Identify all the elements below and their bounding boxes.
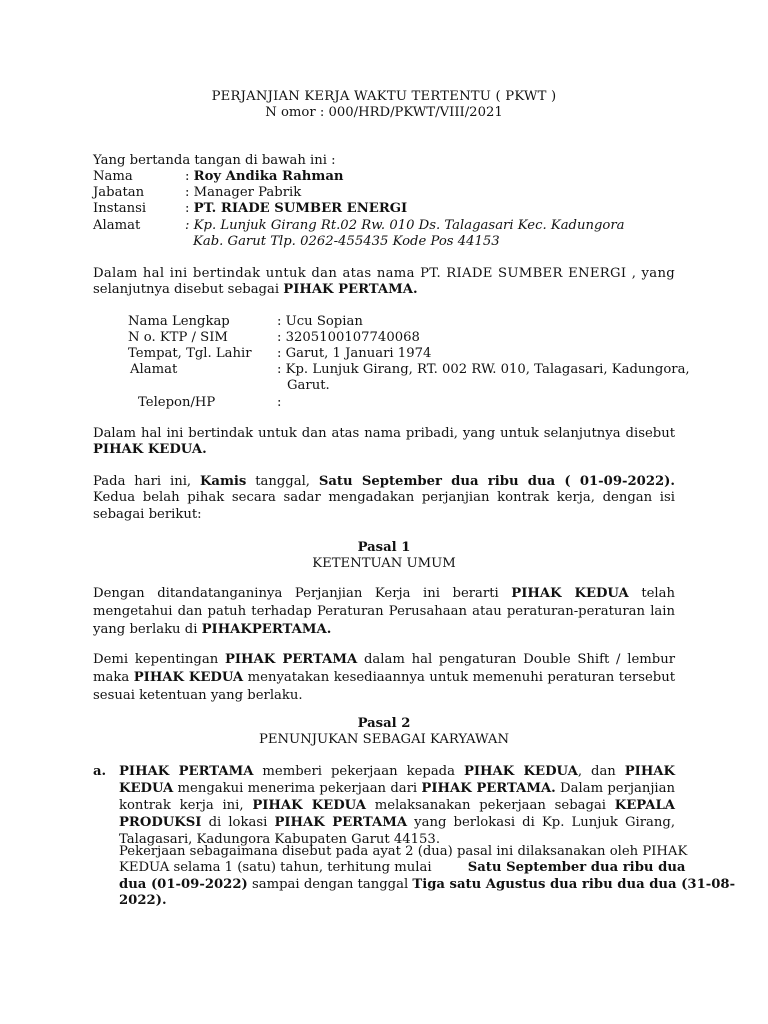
party1-position: : Manager Pabrik [185,185,302,200]
party1-label-position: Jabatan [93,185,145,200]
pasal2-item-b-line3: dua (01-09-2022) sampai dengan tanggal Tiga satu Agustus dua ribu dua dua (31-08- [119,877,736,892]
pasal2-item-a: PIHAK PERTAMA memberi pekerjaan kepada PIHAK KEDUA, dan PIHAK KEDUA mengakui menerima pekerjaan dari PIHAK PERTAMA. Dalam perjanjian kontrak kerja ini, PIHAK KEDUA melaksanakan pekerjaan sebagai KEPALA PRODUKSI di lokasi PIHAK PERTAMA yang berlokasi di Kp. Lunjuk Girang, Talagasari, Kadungora Kabupaten Garut 44153. [119,764,676,847]
party2-label-phone: Telepon/HP [138,395,216,410]
intro-line: Yang bertanda tangan di bawah ini : [93,153,336,168]
party2-address: : Kp. Lunjuk Girang, RT. 002 RW. 010, Talagasari, Kadungora, [277,362,690,377]
pasal1-paragraph2: Demi kepentingan PIHAK PERTAMA dalam hal pengaturan Double Shift / lembur maka PIHAK KEDUA menyatakan kesediaannya untuk memenuhi peraturan tersebut sesuai ketentuan yang berlaku. [93,652,676,703]
party1-label-address: Alamat [93,218,141,233]
pasal2-title: PENUNJUKAN SEBAGAI KARYAWAN [259,732,509,747]
party2-label-id: N o. KTP / SIM [128,330,228,345]
party2-label-birth: Tempat, Tgl. Lahir [128,346,252,361]
pasal2-item-b-line2: KEDUA selama 1 (satu) tahun, terhitung mulai Satu September dua ribu dua [119,860,686,875]
party2-role: PIHAK KEDUA. [93,442,207,457]
party1-address: : Kp. Lunjuk Girang Rt.02 Rw. 010 Ds. Talagasari Kec. Kadungora [185,218,625,233]
party2-label-address: Alamat [130,362,178,377]
pasal2-item-b-line1: Pekerjaan sebagaimana disebut pada ayat 2 (dua) pasal ini dilaksanakan oleh PIHAK [119,844,688,859]
party2-address-line2: Garut. [287,378,330,393]
party1-address-line2: Kab. Garut Tlp. 0262-455435 Kode Pos 44153 [193,234,500,249]
contract-date: Satu September dua ribu dua ( 01-09-2022). [318,474,676,489]
party1-name: : Roy Andika Rahman [185,169,344,184]
document-title: PERJANJIAN KERJA WAKTU TERTENTU ( PKWT ) [211,89,557,104]
party1-label-name: Nama [93,169,133,184]
party1-institution: : PT. RIADE SUMBER ENERGI [185,201,408,216]
party2-phone: : [277,395,282,410]
pasal1-heading: Pasal 1 [357,540,411,555]
party1-role: PIHAK PERTAMA. [283,282,418,297]
pasal1-paragraph1: Dengan ditandatanganinya Perjanjian Kerja ini berarti PIHAK KEDUA telah mengetahui dan patuh terhadap Peraturan Perusahaan atau peraturan-peraturan lain yang berlaku di PIHAKPERTAMA. [93,586,675,637]
party2-birth: : Garut, 1 Januari 1974 [277,346,432,361]
contract-day: Kamis [199,474,247,489]
document-number: N omor : 000/HRD/PKWT/VIII/2021 [265,105,503,120]
party2-label-name: Nama Lengkap [128,314,230,329]
party2-statement: Dalam hal ini bertindak untuk dan atas nama pribadi, yang untuk selanjutnya disebut [93,426,675,441]
pasal2-heading: Pasal 2 [357,716,411,731]
party2-id: : 3205100107740068 [277,330,420,345]
party1-label-institution: Instansi [93,201,147,216]
date-paragraph-line1: Pada hari ini, Kamis tanggal, Satu September dua ribu dua ( 01-09-2022). [93,474,676,489]
pasal2-item-b-line4: 2022). [119,893,167,908]
item-marker-a: a. [93,764,107,779]
party1-statement-line2: selanjutnya disebut sebagai PIHAK PERTAMA. [93,282,418,297]
party1-statement: Dalam hal ini bertindak untuk dan atas nama PT. RIADE SUMBER ENERGI , yang [93,266,675,281]
pasal1-title: KETENTUAN UMUM [312,556,456,571]
party2-name: : Ucu Sopian [277,314,363,329]
date-paragraph-rest: Kedua belah pihak secara sadar mengadakan perjanjian kontrak kerja, dengan isi sebagai berikut: [93,490,675,522]
